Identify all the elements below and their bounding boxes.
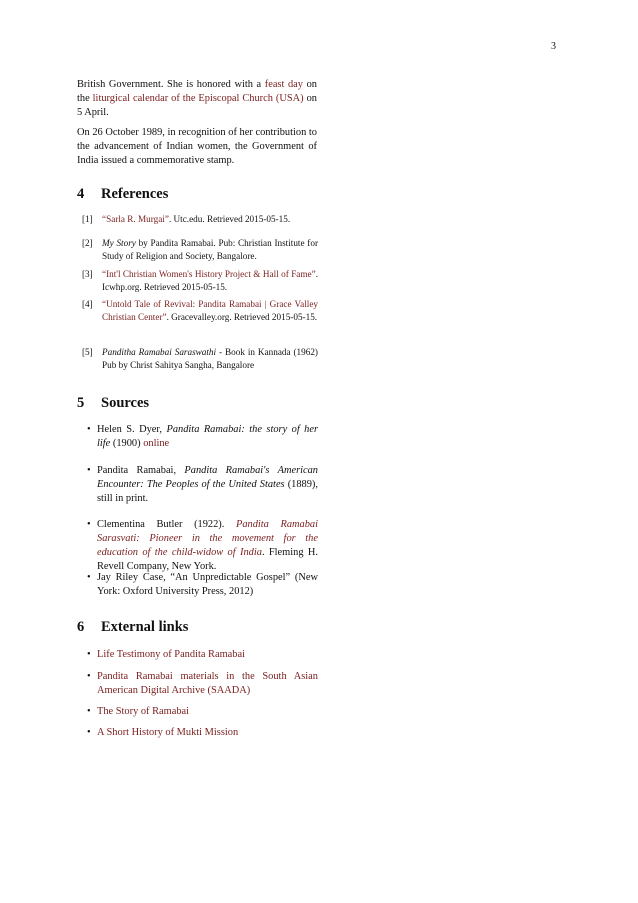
feast-day-link[interactable]: feast day: [264, 79, 303, 90]
text: on the: [77, 79, 317, 104]
reference-tag: [5]: [82, 347, 93, 357]
section-number: 6: [77, 619, 85, 635]
section-title: External links: [101, 619, 189, 635]
reference-text: by Pandita Ramabai. Pub: Christian Institute for Study of Religion and Society, Bangalore.: [102, 238, 319, 261]
external-link[interactable]: Pandita Ramabai materials in the South Asian American Digital Archive (SAADA): [97, 671, 318, 696]
list-item: [87, 518, 318, 574]
online-link[interactable]: online: [143, 438, 170, 449]
reference-item: [82, 268, 318, 294]
external-links-heading: [77, 619, 188, 636]
reference-text: - Book in Kannada (1962) Pub by Christ Sahitya Sangha, Bangalore: [102, 347, 318, 370]
page-number: 3: [551, 41, 556, 52]
intro-section: [77, 78, 317, 174]
list-item: [87, 571, 318, 599]
list-item: [87, 670, 318, 698]
reference-tag: [1]: [82, 214, 93, 224]
bullet-icon: •: [87, 519, 91, 530]
text: Helen S. Dyer,: [97, 424, 167, 435]
reference-item: [82, 346, 318, 372]
external-link[interactable]: The Story of Ramabai: [97, 706, 190, 717]
external-link[interactable]: Life Testimony of Pandita Ramabai: [97, 649, 245, 660]
reference-title: Panditha Ramabai Saraswathi: [102, 347, 217, 357]
reference-tag: [2]: [82, 238, 93, 248]
reference-link[interactable]: “Untold Tale of Revival: Pandita Ramabai | Grace Valley Christian Center”: [102, 299, 318, 322]
intro-paragraph-1: [77, 78, 317, 120]
bullet-icon: •: [87, 465, 91, 476]
bullet-icon: •: [87, 706, 91, 717]
list-item: [87, 464, 318, 506]
source-link[interactable]: Pandita Ramabai Sarasvati: Pioneer in the movement for the education of the child-widow of India: [97, 519, 318, 558]
list-item: [87, 726, 318, 740]
sources-heading: [77, 395, 149, 412]
source-title: Pandita Ramabai: the story of her life: [97, 424, 319, 449]
reference-item: [82, 213, 318, 226]
episcopal-calendar-link[interactable]: liturgical calendar of the Episcopal Church (USA): [92, 93, 304, 104]
list-item: [87, 423, 318, 451]
text: (1900): [110, 438, 144, 449]
reference-link[interactable]: “Sarla R. Murgai”: [102, 214, 169, 224]
text: Pandita Ramabai,: [97, 465, 185, 476]
text: Clementina Butler (1922).: [97, 519, 236, 530]
reference-item: [82, 298, 318, 324]
section-title: References: [101, 186, 169, 202]
section-number: 4: [77, 186, 85, 202]
list-item: [87, 705, 318, 719]
section-number: 5: [77, 395, 85, 411]
bullet-icon: •: [87, 572, 91, 583]
bullet-icon: •: [87, 649, 91, 660]
reference-text: . Utc.edu. Retrieved 2015-05-15.: [168, 214, 291, 224]
reference-item: [82, 237, 318, 263]
text: . Fleming H. Revell Company, New York.: [97, 547, 318, 572]
reference-tag: [3]: [82, 269, 93, 279]
source-title: Pandita Ramabai's American Encounter: The Peoples of the United States: [97, 465, 319, 490]
external-link[interactable]: A Short History of Mukti Mission: [97, 727, 239, 738]
reference-text: . Icwhp.org. Retrieved 2015-05-15.: [102, 269, 318, 292]
reference-link[interactable]: “Int'l Christian Women's History Project & Hall of Fame”: [102, 269, 316, 279]
text: Jay Riley Case, “An Unpredictable Gospel” (New York: Oxford University Press, 2012): [97, 572, 318, 597]
bullet-icon: •: [87, 727, 91, 738]
reference-text: . Gracevalley.org. Retrieved 2015-05-15.: [166, 312, 318, 322]
text: (1889), still in print.: [97, 479, 318, 504]
references-heading: [77, 186, 168, 203]
reference-tag: [4]: [82, 299, 93, 309]
list-item: [87, 648, 318, 662]
text: British Government. She is honored with a: [77, 79, 265, 90]
section-title: Sources: [101, 395, 150, 411]
intro-paragraph-2: On 26 October 1989, in recognition of her contribution to the advancement of Indian women, the Government of India issued a commemorative stamp.: [77, 127, 317, 166]
reference-title: My Story: [102, 238, 136, 248]
bullet-icon: •: [87, 671, 91, 682]
text: on 5 April.: [77, 93, 317, 118]
bullet-icon: •: [87, 424, 91, 435]
